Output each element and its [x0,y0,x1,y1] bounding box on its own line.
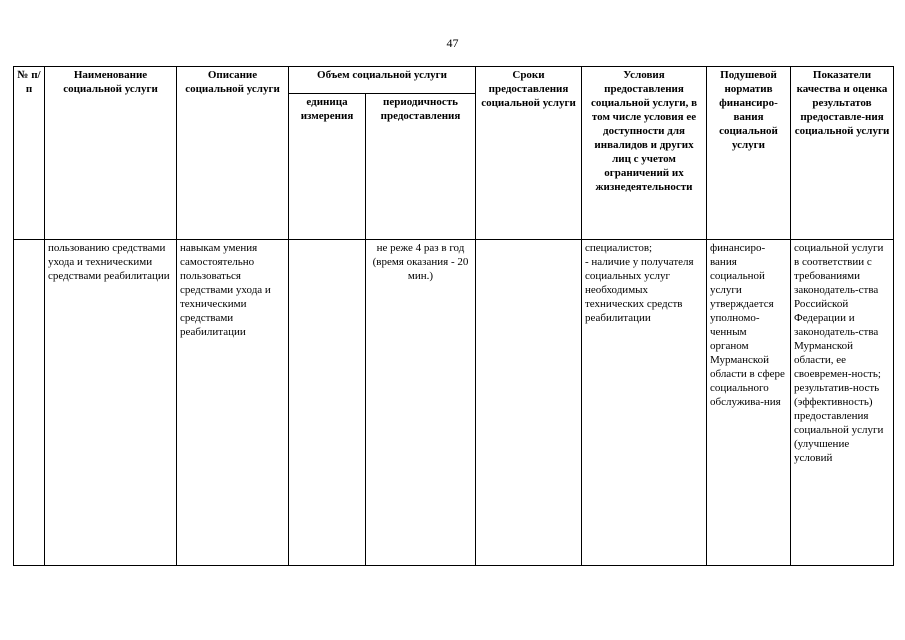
cell-indicators: социальной услуги в соответствии с требованиями законодатель-ства Российской Федерации и законодатель-ства Мурманской области, ее своевремен-ность; результатив-ность (эффективность) предоставления социальной услуги (улучшение условий [791,240,894,566]
cell-conditions: специалистов; - наличие у получателя социальных услуг необходимых технических средств реабилитации [582,240,707,566]
page-number: 47 [446,36,459,50]
header-volume: Объем социальной услуги [289,67,476,94]
cell-description: навыкам умения самостоятельно пользоваться средствами ухода и техническими средствами реабилитации [177,240,289,566]
services-table [13,66,894,566]
table-row [14,240,894,566]
cell-norm: финансиро-вания социальной услуги утверждается уполномо-ченным органом Мурманской области в сфере социального обслужива-ния [707,240,791,566]
header-description: Описание социальной услуги [177,67,289,240]
header-service-name: Наименование социальной услуги [45,67,177,240]
cell-num [14,240,45,566]
header-num: № п/п [14,67,45,240]
header-norm: Подушевой норматив финансиро-вания социальной услуги [707,67,791,240]
cell-terms [476,240,582,566]
header-conditions: Условия предоставления социальной услуги, в том числе условия ее доступности для инвалидов и других лиц с учетом ограничений их жизнедеятельности [582,67,707,240]
header-indicators: Показатели качества и оценка результатов предоставле-ния социальной услуги [791,67,894,240]
header-terms: Сроки предоставления социальной услуги [476,67,582,240]
header-periodicity: периодичность предоставления [366,94,476,240]
cell-service-name: пользованию средствами ухода и техническими средствами реабилитации [45,240,177,566]
cell-unit [289,240,366,566]
header-unit: единица измерения [289,94,366,240]
cell-periodicity: не реже 4 раз в год (время оказания - 20 мин.) [366,240,476,566]
